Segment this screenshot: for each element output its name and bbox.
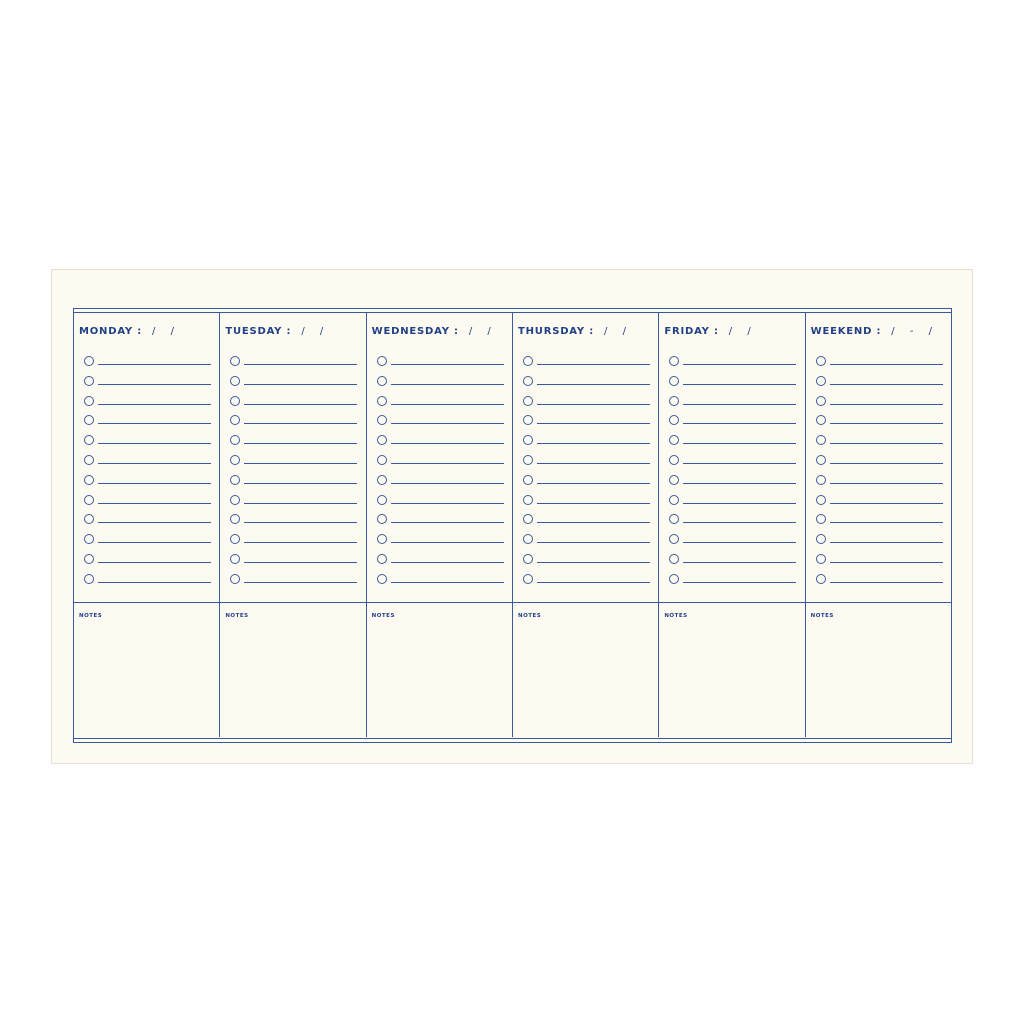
day-column-weekend [805, 313, 951, 737]
checkbox-circle-icon[interactable] [523, 495, 533, 505]
checkbox-circle-icon[interactable] [523, 376, 533, 386]
date-field[interactable]: / / [152, 326, 180, 337]
checkbox-circle-icon[interactable] [84, 415, 94, 425]
task-row [816, 473, 943, 493]
task-row [377, 572, 504, 592]
task-line[interactable] [98, 582, 211, 583]
checkbox-circle-icon[interactable] [377, 396, 387, 406]
checkbox-circle-icon[interactable] [669, 574, 679, 584]
task-line[interactable] [830, 582, 943, 583]
task-line[interactable] [830, 423, 943, 424]
day-header [811, 326, 938, 337]
task-row [84, 493, 211, 513]
day-label: TUESDAY : [225, 326, 292, 337]
task-line[interactable] [537, 423, 650, 424]
task-line[interactable] [537, 443, 650, 444]
task-row [669, 433, 796, 453]
task-row [230, 473, 357, 493]
task-row [230, 354, 357, 374]
task-row [230, 552, 357, 572]
task-list [84, 354, 211, 592]
checkbox-circle-icon[interactable] [816, 455, 826, 465]
checkbox-circle-icon[interactable] [523, 475, 533, 485]
task-row [669, 552, 796, 572]
day-columns [74, 313, 951, 737]
task-row [377, 413, 504, 433]
checkbox-circle-icon[interactable] [377, 415, 387, 425]
task-row [523, 374, 650, 394]
day-label: WEEKEND : [810, 326, 882, 337]
task-row [377, 394, 504, 414]
checkbox-circle-icon[interactable] [669, 534, 679, 544]
day-header [79, 326, 180, 337]
checkbox-circle-icon[interactable] [669, 554, 679, 564]
task-line[interactable] [683, 503, 796, 504]
checkbox-circle-icon[interactable] [523, 396, 533, 406]
task-line[interactable] [683, 562, 796, 563]
day-header [225, 326, 329, 337]
checkbox-circle-icon[interactable] [377, 514, 387, 524]
checkbox-circle-icon[interactable] [669, 514, 679, 524]
checkbox-circle-icon[interactable] [230, 514, 240, 524]
task-row [816, 433, 943, 453]
checkbox-circle-icon[interactable] [816, 376, 826, 386]
task-row [669, 532, 796, 552]
task-row [84, 453, 211, 473]
task-line[interactable] [98, 404, 211, 405]
checkbox-circle-icon[interactable] [84, 574, 94, 584]
checkbox-circle-icon[interactable] [84, 356, 94, 366]
task-row [523, 354, 650, 374]
task-row [523, 453, 650, 473]
task-row [816, 572, 943, 592]
task-row [84, 374, 211, 394]
task-row [377, 473, 504, 493]
task-row [669, 453, 796, 473]
task-line[interactable] [830, 384, 943, 385]
task-line[interactable] [244, 384, 357, 385]
task-row [377, 354, 504, 374]
task-line[interactable] [537, 522, 650, 523]
task-row [377, 453, 504, 473]
task-row [377, 493, 504, 513]
checkbox-circle-icon[interactable] [816, 495, 826, 505]
task-row [84, 413, 211, 433]
checkbox-circle-icon[interactable] [523, 554, 533, 564]
task-line[interactable] [98, 562, 211, 563]
checkbox-circle-icon[interactable] [523, 574, 533, 584]
checkbox-circle-icon[interactable] [230, 455, 240, 465]
day-label: WEDNESDAY : [371, 326, 459, 337]
checkbox-circle-icon[interactable] [523, 455, 533, 465]
task-line[interactable] [98, 384, 211, 385]
task-line[interactable] [98, 483, 211, 484]
task-line[interactable] [244, 542, 357, 543]
task-row [230, 572, 357, 592]
task-line[interactable] [683, 522, 796, 523]
task-line[interactable] [537, 463, 650, 464]
task-line[interactable] [537, 364, 650, 365]
task-row [523, 413, 650, 433]
task-line[interactable] [391, 503, 504, 504]
checkbox-circle-icon[interactable] [816, 356, 826, 366]
checkbox-circle-icon[interactable] [377, 495, 387, 505]
task-row [816, 413, 943, 433]
checkbox-circle-icon[interactable] [377, 435, 387, 445]
checkbox-circle-icon[interactable] [669, 435, 679, 445]
task-line[interactable] [244, 423, 357, 424]
task-line[interactable] [683, 483, 796, 484]
checkbox-circle-icon[interactable] [84, 534, 94, 544]
checkbox-circle-icon[interactable] [816, 475, 826, 485]
checkbox-circle-icon[interactable] [669, 495, 679, 505]
task-row [377, 552, 504, 572]
checkbox-circle-icon[interactable] [84, 376, 94, 386]
task-line[interactable] [391, 443, 504, 444]
task-row [523, 532, 650, 552]
task-line[interactable] [830, 483, 943, 484]
task-line[interactable] [244, 582, 357, 583]
task-row [84, 552, 211, 572]
checkbox-circle-icon[interactable] [84, 396, 94, 406]
task-line[interactable] [683, 443, 796, 444]
task-row [230, 512, 357, 532]
checkbox-circle-icon[interactable] [230, 376, 240, 386]
checkbox-circle-icon[interactable] [816, 435, 826, 445]
task-line[interactable] [98, 364, 211, 365]
date-field[interactable]: / / [728, 326, 757, 337]
task-line[interactable] [830, 562, 943, 563]
checkbox-circle-icon[interactable] [230, 574, 240, 584]
task-row [816, 394, 943, 414]
task-row [523, 473, 650, 493]
task-row [669, 473, 796, 493]
checkbox-circle-icon[interactable] [523, 514, 533, 524]
task-row [230, 413, 357, 433]
checkbox-circle-icon[interactable] [669, 376, 679, 386]
checkbox-circle-icon[interactable] [523, 415, 533, 425]
task-list [669, 354, 796, 592]
checkbox-circle-icon[interactable] [84, 475, 94, 485]
checkbox-circle-icon[interactable] [523, 534, 533, 544]
checkbox-circle-icon[interactable] [84, 455, 94, 465]
task-line[interactable] [391, 384, 504, 385]
task-line[interactable] [391, 522, 504, 523]
task-row [669, 413, 796, 433]
checkbox-circle-icon[interactable] [523, 356, 533, 366]
task-line[interactable] [683, 423, 796, 424]
task-row [84, 512, 211, 532]
checkbox-circle-icon[interactable] [377, 475, 387, 485]
task-line[interactable] [830, 404, 943, 405]
task-row [84, 532, 211, 552]
task-row [377, 532, 504, 552]
checkbox-circle-icon[interactable] [84, 514, 94, 524]
checkbox-circle-icon[interactable] [669, 455, 679, 465]
checkbox-circle-icon[interactable] [377, 554, 387, 564]
task-row [377, 512, 504, 532]
task-row [230, 394, 357, 414]
task-line[interactable] [244, 364, 357, 365]
checkbox-circle-icon[interactable] [377, 356, 387, 366]
task-line[interactable] [244, 522, 357, 523]
day-label: THURSDAY : [517, 326, 595, 337]
day-column-tuesday [219, 313, 365, 737]
task-row [230, 433, 357, 453]
task-line[interactable] [391, 582, 504, 583]
frame-inner-bottom-rule [74, 738, 951, 739]
task-line[interactable] [537, 384, 650, 385]
task-line[interactable] [683, 364, 796, 365]
checkbox-circle-icon[interactable] [84, 435, 94, 445]
date-field[interactable]: / / [301, 326, 330, 337]
task-line[interactable] [391, 463, 504, 464]
task-line[interactable] [830, 364, 943, 365]
task-row [816, 453, 943, 473]
task-row [669, 394, 796, 414]
checkbox-circle-icon[interactable] [377, 534, 387, 544]
checkbox-circle-icon[interactable] [377, 455, 387, 465]
notes-label: NOTES [664, 613, 688, 619]
task-row [523, 552, 650, 572]
task-row [84, 473, 211, 493]
day-label: MONDAY : [79, 326, 143, 337]
task-line[interactable] [683, 542, 796, 543]
task-line[interactable] [391, 364, 504, 365]
task-row [816, 532, 943, 552]
task-list [377, 354, 504, 592]
task-list [523, 354, 650, 592]
task-line[interactable] [537, 562, 650, 563]
task-row [669, 493, 796, 513]
task-line[interactable] [391, 423, 504, 424]
day-header [518, 326, 632, 337]
task-line[interactable] [683, 384, 796, 385]
task-line[interactable] [537, 542, 650, 543]
task-line[interactable] [244, 503, 357, 504]
checkbox-circle-icon[interactable] [230, 554, 240, 564]
checkbox-circle-icon[interactable] [377, 574, 387, 584]
checkbox-circle-icon[interactable] [669, 415, 679, 425]
task-line[interactable] [98, 443, 211, 444]
task-row [230, 374, 357, 394]
checkbox-circle-icon[interactable] [669, 475, 679, 485]
notes-label: NOTES [810, 613, 834, 619]
checkbox-circle-icon[interactable] [230, 475, 240, 485]
checkbox-circle-icon[interactable] [230, 435, 240, 445]
checkbox-circle-icon[interactable] [669, 396, 679, 406]
planner-pad [51, 269, 973, 764]
checkbox-circle-icon[interactable] [523, 435, 533, 445]
task-line[interactable] [830, 503, 943, 504]
task-row [816, 512, 943, 532]
task-row [816, 493, 943, 513]
task-line[interactable] [244, 463, 357, 464]
task-line[interactable] [683, 404, 796, 405]
task-row [669, 512, 796, 532]
task-line[interactable] [391, 562, 504, 563]
task-row [816, 552, 943, 572]
checkbox-circle-icon[interactable] [816, 415, 826, 425]
checkbox-circle-icon[interactable] [230, 396, 240, 406]
checkbox-circle-icon[interactable] [230, 534, 240, 544]
task-row [669, 374, 796, 394]
checkbox-circle-icon[interactable] [230, 495, 240, 505]
task-row [669, 354, 796, 374]
task-row [816, 374, 943, 394]
task-line[interactable] [244, 443, 357, 444]
task-line[interactable] [98, 522, 211, 523]
task-row [523, 512, 650, 532]
task-list [816, 354, 943, 592]
task-list [230, 354, 357, 592]
task-row [230, 453, 357, 473]
task-line[interactable] [830, 542, 943, 543]
checkbox-circle-icon[interactable] [230, 415, 240, 425]
task-line[interactable] [244, 483, 357, 484]
checkbox-circle-icon[interactable] [84, 495, 94, 505]
day-column-monday [74, 313, 219, 737]
task-row [84, 572, 211, 592]
checkbox-circle-icon[interactable] [816, 534, 826, 544]
notes-label: NOTES [517, 613, 542, 619]
checkbox-circle-icon[interactable] [816, 396, 826, 406]
planner-frame [73, 308, 952, 743]
task-row [230, 493, 357, 513]
task-line[interactable] [391, 483, 504, 484]
task-line[interactable] [830, 522, 943, 523]
task-line[interactable] [537, 582, 650, 583]
task-line[interactable] [98, 463, 211, 464]
notes-label: NOTES [79, 613, 103, 619]
checkbox-circle-icon[interactable] [230, 356, 240, 366]
day-column-wednesday [366, 313, 512, 737]
task-line[interactable] [98, 423, 211, 424]
checkbox-circle-icon[interactable] [669, 356, 679, 366]
day-header [372, 326, 497, 337]
task-line[interactable] [683, 582, 796, 583]
task-row [669, 572, 796, 592]
task-row [84, 394, 211, 414]
task-line[interactable] [244, 404, 357, 405]
task-row [523, 493, 650, 513]
task-row [377, 433, 504, 453]
task-line[interactable] [830, 463, 943, 464]
task-line[interactable] [683, 463, 796, 464]
checkbox-circle-icon[interactable] [377, 376, 387, 386]
task-line[interactable] [830, 443, 943, 444]
date-field[interactable]: / / [604, 326, 632, 337]
day-column-thursday [512, 313, 658, 737]
task-line[interactable] [244, 562, 357, 563]
task-row [84, 354, 211, 374]
task-row [230, 532, 357, 552]
date-field[interactable]: / - / [891, 326, 938, 337]
notes-label: NOTES [371, 613, 395, 619]
task-row [84, 433, 211, 453]
task-row [523, 572, 650, 592]
date-field[interactable]: / / [468, 326, 497, 337]
checkbox-circle-icon[interactable] [816, 554, 826, 564]
checkbox-circle-icon[interactable] [816, 574, 826, 584]
task-line[interactable] [537, 483, 650, 484]
day-header [664, 326, 756, 337]
task-line[interactable] [98, 503, 211, 504]
task-row [377, 374, 504, 394]
notes-label: NOTES [225, 613, 249, 619]
task-row [523, 394, 650, 414]
task-line[interactable] [98, 542, 211, 543]
task-row [523, 433, 650, 453]
task-line[interactable] [391, 542, 504, 543]
task-line[interactable] [391, 404, 504, 405]
checkbox-circle-icon[interactable] [816, 514, 826, 524]
day-label: FRIDAY : [664, 326, 719, 337]
task-line[interactable] [537, 503, 650, 504]
checkbox-circle-icon[interactable] [84, 554, 94, 564]
day-column-friday [658, 313, 804, 737]
task-row [816, 354, 943, 374]
task-line[interactable] [537, 404, 650, 405]
